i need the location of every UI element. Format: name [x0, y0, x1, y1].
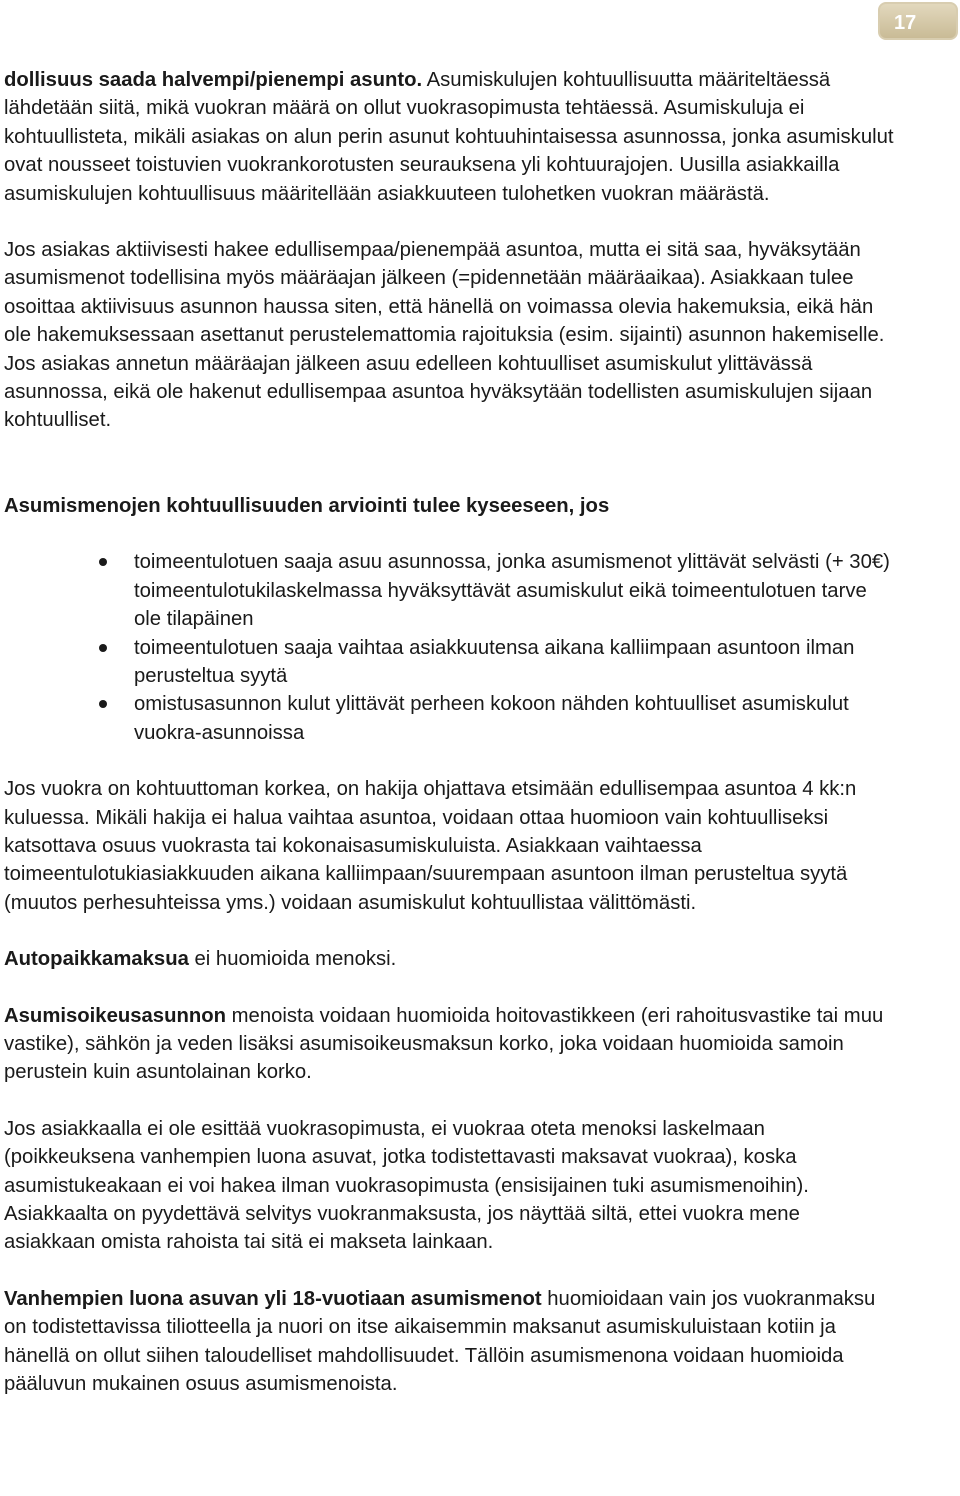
paragraph-parking-bold: Autopaikkamaksua [4, 948, 189, 971]
list-item: toimeentulotuen saaja vaihtaa asiakkuutensa aikana kalliimpaan asuntoon ilman perusteltua syytä [4, 634, 894, 691]
list-item: toimeentulotuen saaja asuu asunnossa, jonka asumismenot ylittävät selvästi (+ 30€) toimeentulotukilaskelmassa hyväksyttävät asumiskulut eikä toimeentulotuen tarve ole tilapäinen [4, 548, 894, 633]
page-number-badge: 17 [878, 2, 958, 40]
paragraph-intro-rest: Asumiskulujen kohtuullisuutta määriteltäessä lähdetään siitä, mikä vuokran määrä on ollut vuokrasopimusta tehtäessä. Asumiskuluja ei kohtuullisteta, mikäli asiakas on alun perin asunut kohtuuhintaisessa asunnossa, jonka asumiskulut ovat nousseet toistuvien vuokrankorotusten seurauksena yli kohtuurajojen. Uusilla asiakkailla asumiskulujen kohtuullisuus määritellään asiakkuuteen tulohetken vuokran määrästä. [4, 69, 894, 205]
paragraph-intro-bold: dollisuus saada halvempi/pienempi asunto. [4, 69, 423, 91]
document-body [4, 66, 894, 1398]
paragraph-no-lease: Jos asiakkaalla ei ole esittää vuokrasopimusta, ei vuokraa oteta menoksi laskelmaan (poikkeuksena vanhempien luona asuvat, jotka todistettavasti maksavat vuokraa), koska asumistukeakaan ei voi hakea ilman vuokrasopimusta (ensisijainen tuki asumismenoihin). Asiakkaalta on pyydettävä selvitys vuokranmaksusta, jos näyttää siltä, ettei vuokra mene asiakkaan omista rahoista tai sitä ei makseta lainkaan. [4, 1117, 809, 1254]
list-item: omistusasunnon kulut ylittävät perheen kokoon nähden kohtuulliset asumiskulut vuokra-asunnoissa [4, 690, 894, 747]
paragraph-parking [4, 945, 894, 973]
paragraph-living-with-parents [4, 1285, 894, 1399]
section-heading: Asumismenojen kohtuullisuuden arviointi tulee kyseeseen, jos [4, 494, 610, 517]
criteria-list [4, 548, 894, 747]
paragraph-intro [4, 66, 894, 208]
paragraph-right-of-occupancy [4, 1002, 894, 1087]
paragraph-parking-rest: ei huomioida menoksi. [188, 948, 397, 971]
paragraph-right-of-occupancy-rest: menoista voidaan huomioida hoitovastikkeen (eri rahoitusvastike tai muu vastike), sähkön ja veden lisäksi asumisoikeusmaksun korko, joka voidaan huomioida samoin perustein kuin asuntolainan korko. [4, 1004, 884, 1084]
paragraph-active-search: Jos asiakas aktiivisesti hakee edullisempaa/pienempää asuntoa, mutta ei sitä saa, hyväksytään asumismenot todellisina myös määräajan jälkeen (=pidennetään määräaikaa). Asiakkaan tulee osoittaa aktiivisuus asunnon haussa siten, että hänellä on voimassa olevia hakemuksia, eikä hän ole hakemuksessaan asettanut perustelemattomia rajoituksia (esim. sijainti) asunnon hakemiselle. Jos asiakas annetun määräajan jälkeen asuu edelleen kohtuulliset asumiskulut ylittävässä asunnossa, eikä ole hakenut edullisempaa asuntoa hyväksytään todellisten asumiskulujen sijaan kohtuulliset. [4, 239, 885, 432]
paragraph-high-rent: Jos vuokra on kohtuuttoman korkea, on hakija ohjattava etsimään edullisempaa asuntoa 4 kk:n kuluessa. Mikäli hakija ei halua vaihtaa asuntoa, voidaan ottaa huomioon vain kohtuulliseksi katsottava osuus vuokrasta tai kokonaisasumiskuluista. Asiakkaan vaihtaessa toimeentulotukiasiakkuuden aikana kalliimpaan/suurempaan asuntoon ilman perusteltua syytä (muutos perhesuhteissa yms.) voidaan asumiskulut kohtuullistaa välittömästi. [4, 778, 857, 914]
paragraph-living-with-parents-bold: Vanhempien luona asuvan yli 18-vuotiaan asumismenot [4, 1287, 542, 1310]
paragraph-right-of-occupancy-bold: Asumisoikeusasunnon [4, 1004, 227, 1027]
paragraph-living-with-parents-rest: huomioidaan vain jos vuokranmaksu on todistettavissa tiliotteella ja nuori on itse aikaisemmin maksanut asumiskuluistaan kotiin ja hänellä on ollut siihen taloudelliset mahdollisuudet. Tällöin asumismenona voidaan huomioida pääluvun mukainen osuus asumismenoista. [4, 1287, 876, 1396]
